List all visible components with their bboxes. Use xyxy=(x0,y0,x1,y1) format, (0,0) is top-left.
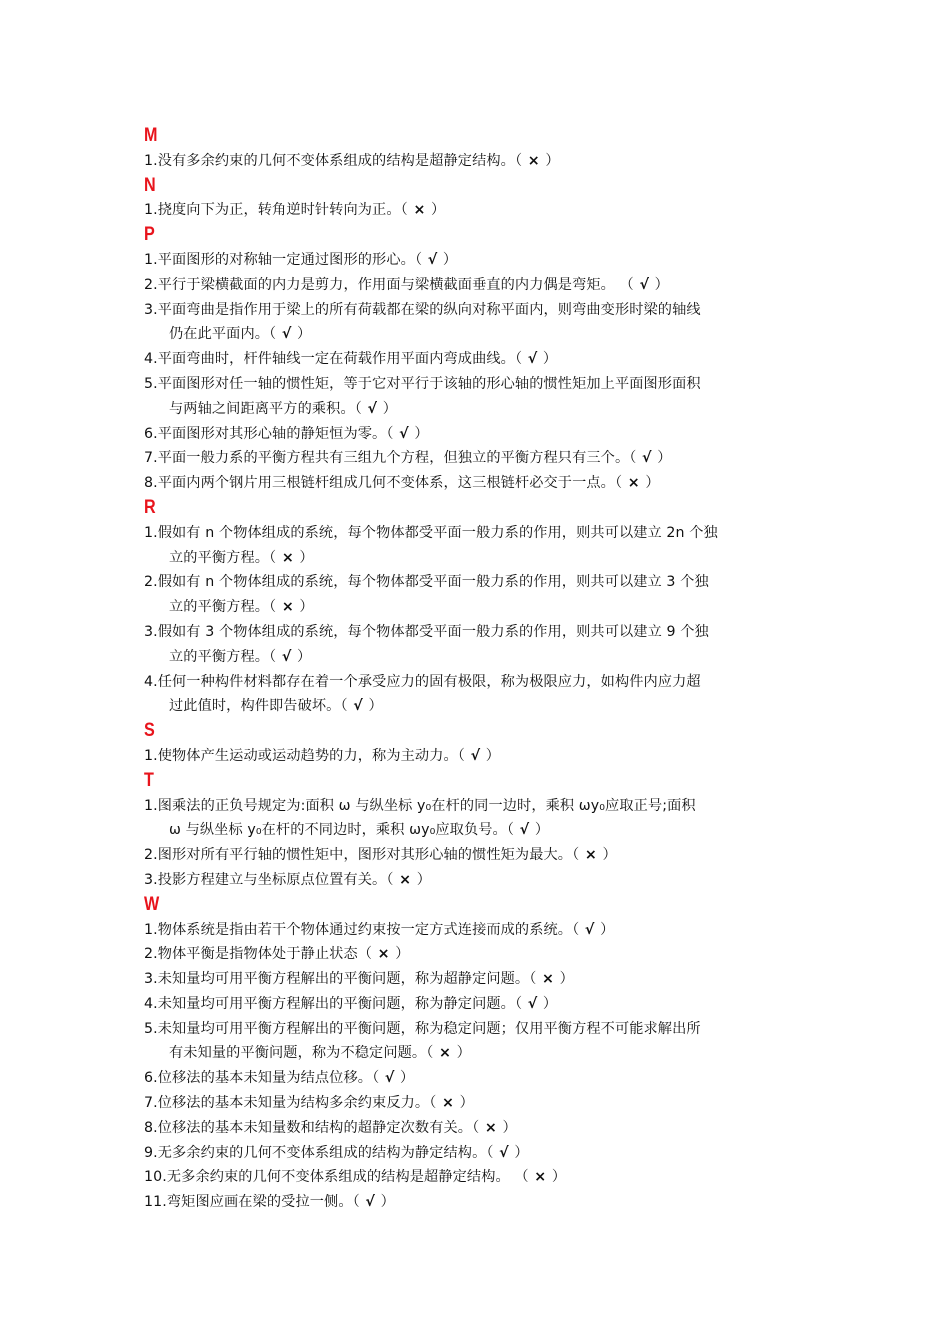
question-text: ） xyxy=(538,995,558,1012)
question-line xyxy=(144,694,814,719)
question-text: 有未知量的平衡问题，称为不稳定问题。（ xyxy=(169,1045,438,1062)
question-item xyxy=(144,918,814,943)
section-letter-p: P xyxy=(144,224,155,246)
question-text: 2.物体平衡是指物体处于静止状态（ xyxy=(144,946,377,963)
question-text: 与两轴之间距离平方的乘积。（ xyxy=(169,400,367,417)
question-line xyxy=(144,546,814,571)
question-item xyxy=(144,670,814,720)
question-text: 7.位移法的基本未知量为结构多余约束反力。（ xyxy=(144,1095,441,1112)
question-text: ） xyxy=(652,450,672,467)
cross-mark-icon: × xyxy=(527,152,540,169)
question-text: 1.图乘法的正负号规定为:面积 ω 与纵坐标 y₀在杆的同一边时，乘积 ωy₀应取正号;面积 xyxy=(144,797,696,814)
question-line xyxy=(144,992,814,1017)
question-item xyxy=(144,422,814,447)
question-text: 4.未知量均可用平衡方程解出的平衡问题，称为静定问题。（ xyxy=(144,995,527,1012)
question-item xyxy=(144,1017,814,1067)
question-item xyxy=(144,744,814,769)
question-line xyxy=(144,273,814,298)
question-text: ） xyxy=(497,1119,517,1136)
question-line xyxy=(144,670,814,695)
question-line xyxy=(144,744,814,769)
cross-mark-icon: × xyxy=(542,971,555,988)
question-item xyxy=(144,967,814,992)
question-line xyxy=(144,198,814,223)
question-text: ） xyxy=(426,202,446,219)
question-text: ） xyxy=(363,698,383,715)
question-item xyxy=(144,347,814,372)
question-line xyxy=(144,1116,814,1141)
question-item xyxy=(144,248,814,273)
question-text: 仍在此平面内。（ xyxy=(169,326,281,343)
question-item xyxy=(144,1091,814,1116)
question-text: 2.平行于梁横截面的内力是剪力，作用面与梁横截面垂直的内力偶是弯矩。 （ xyxy=(144,276,639,293)
question-line xyxy=(144,1066,814,1091)
check-mark-icon: √ xyxy=(281,326,292,343)
cross-mark-icon: × xyxy=(627,475,640,492)
question-item xyxy=(144,372,814,422)
check-mark-icon: √ xyxy=(470,747,481,764)
question-text: 7.平面一般力系的平衡方程共有三组九个方程，但独立的平衡方程只有三个。（ xyxy=(144,450,642,467)
check-mark-icon: √ xyxy=(399,425,409,442)
question-line xyxy=(144,1165,814,1190)
cross-mark-icon: × xyxy=(281,599,294,616)
question-text: ω 与纵坐标 y₀在杆的不同边时，乘积 ωy₀应取负号。（ xyxy=(169,822,519,839)
check-mark-icon: √ xyxy=(365,1194,375,1211)
question-line xyxy=(144,347,814,372)
question-text: 4.平面弯曲时，杆件轴线一定在荷载作用平面内弯成曲线。（ xyxy=(144,351,527,368)
question-text: 2.假如有 n 个物体组成的系统，每个物体都受平面一般力系的作用，则共可以建立 3 个独 xyxy=(144,574,709,591)
question-line xyxy=(144,372,814,397)
question-item xyxy=(144,521,814,571)
check-mark-icon: √ xyxy=(499,1144,509,1161)
question-text: 1.使物体产生运动或运动趋势的力，称为主动力。（ xyxy=(144,747,470,764)
question-line xyxy=(144,1041,814,1066)
question-item xyxy=(144,273,814,298)
question-line xyxy=(144,446,814,471)
question-text: 1.没有多余约束的几何不变体系组成的结构是超静定结构。（ xyxy=(144,152,527,169)
question-text: 立的平衡方程。（ xyxy=(169,549,281,566)
question-item xyxy=(144,1066,814,1091)
question-text: ） xyxy=(640,475,660,492)
question-line xyxy=(144,645,814,670)
question-text: ） xyxy=(395,1070,415,1087)
question-text: ） xyxy=(538,351,558,368)
question-text: 5.平面图形对任一轴的惯性矩，等于它对平行于该轴的形心轴的惯性矩加上平面图形面积 xyxy=(144,375,701,392)
question-text: ） xyxy=(378,400,398,417)
cross-mark-icon: × xyxy=(584,847,597,864)
question-text: ） xyxy=(438,251,458,268)
question-line xyxy=(144,322,814,347)
question-text: ） xyxy=(455,1095,474,1112)
question-text: 立的平衡方程。（ xyxy=(169,648,281,665)
cross-mark-icon: × xyxy=(377,946,390,963)
question-text: ） xyxy=(540,152,560,169)
question-text: ） xyxy=(409,425,429,442)
question-line xyxy=(144,397,814,422)
check-mark-icon: √ xyxy=(527,351,538,368)
question-line xyxy=(144,620,814,645)
question-text: 1.平面图形的对称轴一定通过图形的形心。（ xyxy=(144,251,427,268)
question-item xyxy=(144,1190,814,1215)
question-text: 5.未知量均可用平衡方程解出的平衡问题，称为稳定问题；仅用平衡方程不可能求解出所 xyxy=(144,1020,701,1037)
question-line xyxy=(144,918,814,943)
question-line xyxy=(144,868,814,893)
cross-mark-icon: × xyxy=(484,1119,497,1136)
question-text: ） xyxy=(650,276,669,293)
document-body xyxy=(144,124,814,1215)
section-letter-m: M xyxy=(144,125,158,146)
cross-mark-icon: × xyxy=(442,1095,454,1112)
question-text: ） xyxy=(451,1045,471,1062)
question-item xyxy=(144,198,814,223)
check-mark-icon: √ xyxy=(584,921,595,938)
question-line xyxy=(144,422,814,447)
question-line xyxy=(144,794,814,819)
question-item xyxy=(144,446,814,471)
question-text: ） xyxy=(547,1169,567,1186)
question-text: 3.平面弯曲是指作用于梁上的所有荷载都在梁的纵向对称平面内，则弯曲变形时梁的轴线 xyxy=(144,301,701,318)
section-letter-r: R xyxy=(144,496,156,518)
question-line xyxy=(144,595,814,620)
question-line xyxy=(144,521,814,546)
question-item xyxy=(144,1141,814,1166)
check-mark-icon: √ xyxy=(639,276,650,293)
question-line xyxy=(144,843,814,868)
question-text: ） xyxy=(509,1144,529,1161)
question-line xyxy=(144,1091,814,1116)
question-text: ） xyxy=(595,921,615,938)
question-item xyxy=(144,570,814,620)
question-text: 11.弯矩图应画在梁的受拉一侧。（ xyxy=(144,1194,365,1211)
question-line xyxy=(144,149,814,174)
question-text: ） xyxy=(530,822,550,839)
question-line xyxy=(144,570,814,595)
check-mark-icon: √ xyxy=(353,698,363,715)
question-item xyxy=(144,149,814,174)
check-mark-icon: √ xyxy=(367,400,378,417)
question-text: 10.无多余约束的几何不变体系组成的结构是超静定结构。 （ xyxy=(144,1169,534,1186)
question-text: 8.位移法的基本未知量数和结构的超静定次数有关。（ xyxy=(144,1119,484,1136)
question-text: ） xyxy=(292,326,312,343)
question-text: 6.平面图形对其形心轴的静矩恒为零。（ xyxy=(144,425,399,442)
check-mark-icon: √ xyxy=(527,995,538,1012)
question-line xyxy=(144,1017,814,1042)
question-text: 9.无多余约束的几何不变体系组成的结构为静定结构。（ xyxy=(144,1144,499,1161)
question-text: 3.投影方程建立与坐标原点位置有关。（ xyxy=(144,871,399,888)
question-text: ） xyxy=(292,648,312,665)
cross-mark-icon: × xyxy=(413,202,426,219)
cross-mark-icon: × xyxy=(281,549,294,566)
question-item xyxy=(144,620,814,670)
check-mark-icon: √ xyxy=(427,251,438,268)
question-text: ） xyxy=(375,1194,395,1211)
question-text: 3.未知量均可用平衡方程解出的平衡问题，称为超静定问题。（ xyxy=(144,971,542,988)
section-letter-w: W xyxy=(144,893,160,915)
question-item xyxy=(144,868,814,893)
question-text: ） xyxy=(481,747,501,764)
question-text: 过此值时，构件即告破坏。（ xyxy=(169,698,353,715)
question-item xyxy=(144,992,814,1017)
question-text: 8.平面内两个钢片用三根链杆组成几何不变体系，这三根链杆必交于一点。（ xyxy=(144,475,627,492)
question-text: ） xyxy=(555,971,574,988)
question-item xyxy=(144,843,814,868)
cross-mark-icon: × xyxy=(399,871,412,888)
question-item xyxy=(144,942,814,967)
question-text: ） xyxy=(294,549,314,566)
question-text: 立的平衡方程。（ xyxy=(169,599,281,616)
question-line xyxy=(144,942,814,967)
question-text: ） xyxy=(597,847,617,864)
question-item xyxy=(144,794,814,844)
question-line xyxy=(144,471,814,496)
question-line xyxy=(144,818,814,843)
question-line xyxy=(144,967,814,992)
question-line xyxy=(144,1190,814,1215)
question-text: 1.物体系统是指由若干个物体通过约束按一定方式连接而成的系统。（ xyxy=(144,921,584,938)
question-line xyxy=(144,248,814,273)
check-mark-icon: √ xyxy=(384,1070,395,1087)
cross-mark-icon: × xyxy=(438,1045,451,1062)
question-item xyxy=(144,471,814,496)
question-item xyxy=(144,298,814,348)
question-line xyxy=(144,1141,814,1166)
question-line xyxy=(144,298,814,323)
question-text: 1.挠度向下为正，转角逆时针转向为正。（ xyxy=(144,202,413,219)
section-letter-n: N xyxy=(144,174,156,196)
question-text: 4.任何一种构件材料都存在着一个承受应力的固有极限，称为极限应力，如构件内应力超 xyxy=(144,673,701,690)
question-text: 6.位移法的基本未知量为结点位移。（ xyxy=(144,1070,384,1087)
question-item xyxy=(144,1165,814,1190)
check-mark-icon: √ xyxy=(642,450,652,467)
question-text: 1.假如有 n 个物体组成的系统，每个物体都受平面一般力系的作用，则共可以建立 2n 个独 xyxy=(144,524,718,541)
question-text: ） xyxy=(412,871,432,888)
check-mark-icon: √ xyxy=(281,648,292,665)
question-item xyxy=(144,1116,814,1141)
question-text: 3.假如有 3 个物体组成的系统，每个物体都受平面一般力系的作用，则共可以建立 9 个独 xyxy=(144,623,709,640)
check-mark-icon: √ xyxy=(519,822,530,839)
cross-mark-icon: × xyxy=(534,1169,547,1186)
question-text: ） xyxy=(390,946,410,963)
section-letter-s: S xyxy=(144,720,155,742)
question-text: 2.图形对所有平行轴的惯性矩中，图形对其形心轴的惯性矩为最大。（ xyxy=(144,847,584,864)
question-text: ） xyxy=(294,599,314,616)
section-letter-t: T xyxy=(144,769,154,791)
